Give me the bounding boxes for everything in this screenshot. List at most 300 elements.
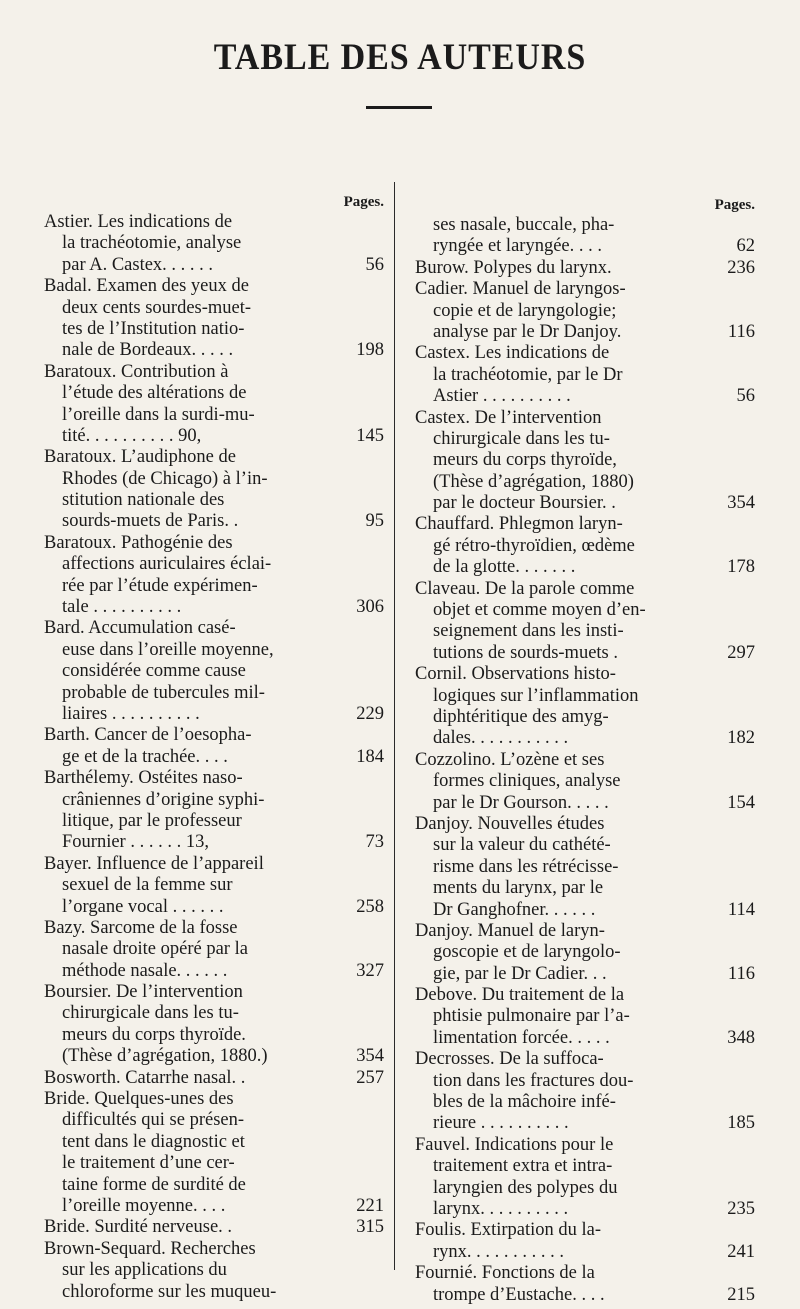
page-number — [380, 618, 384, 639]
page-number — [380, 233, 384, 254]
page-number — [380, 768, 384, 789]
index-line — [44, 469, 384, 490]
page-number: 215 — [727, 1284, 755, 1305]
index-line — [44, 1003, 384, 1024]
entry-text: ryngée et laryngée. . . . — [433, 236, 602, 257]
page-number — [380, 319, 384, 340]
index-line — [415, 386, 755, 407]
page-number — [751, 1092, 755, 1113]
entry-text: tion dans les fractures dou- — [433, 1070, 634, 1091]
page-number — [380, 918, 384, 939]
page-number — [380, 447, 384, 468]
index-line — [44, 1196, 384, 1217]
entry-text: sur la valeur du cathété- — [433, 835, 611, 856]
page-number: 116 — [727, 321, 755, 342]
page-number — [751, 621, 755, 642]
index-line — [44, 1260, 384, 1281]
entry-text: l’étude des altérations de — [62, 383, 247, 404]
index-line — [44, 725, 384, 746]
page-number: 56 — [365, 254, 384, 275]
page-number — [380, 383, 384, 404]
index-line — [44, 511, 384, 532]
entry-text: Danjoy. Manuel de laryn- — [415, 920, 605, 941]
page-number — [380, 811, 384, 832]
entry-text: Baratoux. Pathogénie des — [44, 532, 233, 553]
index-line — [415, 1263, 755, 1284]
entry-text: ses nasale, buccale, pha- — [433, 215, 615, 235]
entry-text: chloroforme sur les muqueu- — [62, 1281, 277, 1302]
index-line — [415, 707, 755, 728]
index-line — [44, 768, 384, 789]
page-number: 297 — [727, 642, 755, 663]
entry-text: copie et de laryngologie; — [433, 300, 617, 321]
entry-text: tutions de sourds-muets . — [433, 642, 618, 663]
entry-text: l’oreille moyenne. . . . — [62, 1195, 226, 1216]
index-line — [415, 258, 755, 279]
entry-text: Bard. Accumulation casé- — [44, 618, 236, 639]
index-line — [415, 964, 755, 985]
index-line — [44, 1089, 384, 1110]
entry-text: l’oreille dans la surdi-mu- — [62, 404, 255, 425]
index-line — [415, 643, 755, 664]
page-number: 154 — [727, 792, 755, 813]
index-line — [44, 683, 384, 704]
entry-text: Boursier. De l’intervention — [44, 982, 243, 1003]
page-number: 229 — [356, 703, 384, 724]
entry-text: nale de Bordeaux. . . . . — [62, 340, 234, 361]
page-number — [380, 405, 384, 426]
index-line — [415, 621, 755, 642]
pages-label-right: Pages. — [714, 197, 755, 213]
page-number — [380, 1025, 384, 1046]
index-line — [415, 343, 755, 364]
index-line — [44, 426, 384, 447]
entry-text: Barth. Cancer de l’oesopha- — [44, 725, 252, 746]
index-line — [415, 450, 755, 471]
entry-text: par le docteur Boursier. . — [433, 493, 616, 514]
page-number — [380, 362, 384, 383]
page-number: 258 — [356, 896, 384, 917]
page-number — [380, 1153, 384, 1174]
index-line — [415, 365, 755, 386]
index-line — [415, 557, 755, 578]
index-line — [44, 533, 384, 554]
index-line — [44, 618, 384, 639]
index-line — [415, 408, 755, 429]
page-number — [751, 301, 755, 322]
page-number — [751, 514, 755, 535]
entry-text: Astier . . . . . . . . . . — [433, 386, 571, 407]
entry-text: Fournié. Fonctions de la — [415, 1263, 595, 1284]
index-line — [44, 854, 384, 875]
title-rule — [366, 106, 432, 109]
page-number — [380, 875, 384, 896]
page-number: 114 — [727, 899, 755, 920]
index-line — [44, 1025, 384, 1046]
page-number: 56 — [736, 386, 755, 407]
page-number — [380, 640, 384, 661]
page-number: 116 — [727, 963, 755, 984]
index-line — [44, 747, 384, 768]
page-number: 145 — [356, 425, 384, 446]
index-line — [415, 835, 755, 856]
entry-text: Fournier . . . . . . 13, — [62, 832, 209, 853]
page-number — [380, 1260, 384, 1281]
page-number — [380, 1132, 384, 1153]
page-number — [380, 683, 384, 704]
entry-text: ments du larynx, par le — [433, 878, 604, 899]
page-number: 354 — [727, 493, 755, 514]
left-entries — [44, 212, 384, 1303]
index-line — [44, 1110, 384, 1131]
entry-text: chirurgicale dans les tu- — [62, 1003, 239, 1024]
entry-text: rynx. . . . . . . . . . . — [433, 1241, 565, 1262]
index-line — [44, 490, 384, 511]
index-line — [44, 704, 384, 725]
index-line — [44, 661, 384, 682]
page-number — [380, 1175, 384, 1196]
entry-text: Bayer. Influence de l’appareil — [44, 853, 264, 874]
index-line — [415, 429, 755, 450]
page-number — [751, 536, 755, 557]
page-number — [380, 576, 384, 597]
entry-text: phtisie pulmonaire par l’a- — [433, 1006, 630, 1027]
entry-text: par le Dr Gourson. . . . . — [433, 792, 609, 813]
index-line — [415, 472, 755, 493]
entry-text: affections auriculaires éclai- — [62, 554, 272, 575]
entry-text: chirurgicale dans les tu- — [433, 428, 610, 449]
index-line — [44, 319, 384, 340]
page-number: 236 — [727, 257, 755, 278]
page-number — [751, 664, 755, 685]
index-line — [415, 322, 755, 343]
entry-text: larynx. . . . . . . . . . — [433, 1198, 569, 1219]
page-number — [751, 429, 755, 450]
index-line — [415, 921, 755, 942]
page-number: 182 — [727, 728, 755, 749]
pages-label-left: Pages. — [343, 194, 384, 210]
index-line — [44, 961, 384, 982]
entry-text: Chauffard. Phlegmon laryn- — [415, 514, 623, 535]
page-number — [380, 1239, 384, 1260]
page-number — [751, 279, 755, 300]
entry-text: gé rétro-thyroïdien, œdème — [433, 535, 635, 556]
index-line — [415, 771, 755, 792]
entry-text: seignement dans les insti- — [433, 621, 624, 642]
index-line — [415, 1285, 755, 1306]
entry-text: de la glotte. . . . . . . — [433, 557, 576, 578]
entry-text: Rhodes (de Chicago) à l’in- — [62, 468, 268, 489]
index-line — [415, 579, 755, 600]
index-line — [44, 362, 384, 383]
index-line — [44, 276, 384, 297]
page-number: 315 — [356, 1217, 384, 1238]
entry-text: probable de tubercules mil- — [62, 682, 265, 703]
page-number — [380, 533, 384, 554]
index-line — [44, 405, 384, 426]
page-number — [751, 408, 755, 429]
entry-text: la trachéotomie, analyse — [62, 233, 242, 254]
index-line — [44, 340, 384, 361]
page-number: 354 — [356, 1046, 384, 1067]
index-line — [415, 814, 755, 835]
entry-text: crâniennes d’origine syphi- — [62, 789, 265, 810]
index-line — [44, 1153, 384, 1174]
entry-text: Debove. Du traitement de la — [415, 985, 625, 1006]
index-line — [415, 514, 755, 535]
page-number — [751, 1263, 755, 1284]
entry-text: laryngien des polypes du — [433, 1177, 618, 1198]
page-number — [380, 276, 384, 297]
index-line — [44, 897, 384, 918]
entry-text: Claveau. De la parole comme — [415, 578, 635, 599]
entry-text: logiques sur l’inflammation — [433, 685, 639, 706]
entry-text: Cornil. Observations histo- — [415, 664, 616, 685]
page-number — [380, 469, 384, 490]
page-number — [751, 343, 755, 364]
index-line — [44, 1175, 384, 1196]
entry-text: meurs du corps thyroïde. — [62, 1024, 246, 1045]
index-line — [415, 1178, 755, 1199]
page-number — [751, 942, 755, 963]
entry-text: tes de l’Institution natio- — [62, 318, 245, 339]
index-line — [415, 493, 755, 514]
entry-text: goscopie et de laryngolo- — [433, 942, 621, 963]
index-line — [44, 811, 384, 832]
entry-text: Badal. Examen des yeux de — [44, 276, 249, 297]
entry-text: Castex. Les indications de — [415, 343, 610, 364]
index-line — [44, 233, 384, 254]
entry-text: taine forme de surdité de — [62, 1174, 246, 1195]
entry-text: tale . . . . . . . . . . — [62, 597, 182, 618]
entry-text: tent dans le diagnostic et — [62, 1131, 245, 1152]
index-line — [415, 1071, 755, 1092]
right-column — [415, 195, 755, 1306]
index-line — [415, 878, 755, 899]
page-number — [751, 1049, 755, 1070]
index-line — [44, 790, 384, 811]
entry-text: traitement extra et intra- — [433, 1156, 613, 1177]
page-number: 327 — [356, 960, 384, 981]
index-line — [44, 918, 384, 939]
right-entries — [415, 215, 755, 1306]
page-number — [380, 854, 384, 875]
page-number — [380, 1110, 384, 1131]
index-line — [415, 215, 755, 236]
page-number — [751, 472, 755, 493]
entry-text: méthode nasale. . . . . . — [62, 960, 228, 981]
page-number — [380, 725, 384, 746]
index-line — [44, 576, 384, 597]
index-line — [415, 857, 755, 878]
entry-text: considérée comme cause — [62, 661, 246, 682]
entry-text: Decrosses. De la suffoca- — [415, 1049, 604, 1070]
index-line — [415, 900, 755, 921]
entry-text: dales. . . . . . . . . . . — [433, 728, 569, 749]
index-line — [44, 1239, 384, 1260]
page-number — [380, 790, 384, 811]
index-line — [44, 1132, 384, 1153]
entry-text: rée par l’étude expérimen- — [62, 575, 258, 596]
entry-text: risme dans les rétrécisse- — [433, 856, 619, 877]
entry-text: Bride. Quelques-unes des — [44, 1089, 234, 1110]
index-line — [415, 236, 755, 257]
entry-text: sur les applications du — [62, 1260, 227, 1281]
page-number: 257 — [356, 1067, 384, 1088]
index-line — [44, 982, 384, 1003]
index-line — [44, 255, 384, 276]
index-line — [44, 1046, 384, 1067]
index-line — [44, 1217, 384, 1238]
page-number — [751, 921, 755, 942]
page-number — [751, 686, 755, 707]
entry-text: meurs du corps thyroïde, — [433, 450, 617, 471]
page-number: 178 — [727, 557, 755, 578]
page-number: 95 — [365, 511, 384, 532]
entry-text: difficultés qui se présen- — [62, 1110, 245, 1131]
page-number — [751, 1178, 755, 1199]
page-number: 184 — [356, 746, 384, 767]
page-number — [751, 215, 755, 236]
page-number — [751, 707, 755, 728]
entry-text: Astier. Les indications de — [44, 212, 233, 232]
page-number — [380, 939, 384, 960]
page-number — [380, 661, 384, 682]
page-number — [751, 450, 755, 471]
entry-text: Baratoux. L’audiphone de — [44, 447, 236, 468]
page-number — [380, 490, 384, 511]
entry-text: liaires . . . . . . . . . . — [62, 703, 200, 724]
entry-text: tité. . . . . . . . . . 90, — [62, 425, 202, 446]
entry-text: (Thèse d’agrégation, 1880) — [433, 471, 634, 492]
entry-text: sexuel de la femme sur — [62, 875, 233, 896]
entry-text: formes cliniques, analyse — [433, 771, 621, 792]
page-number — [380, 212, 384, 233]
index-line — [415, 600, 755, 621]
page-number — [380, 1089, 384, 1110]
entry-text: limentation forcée. . . . . — [433, 1027, 610, 1048]
entry-text: objet et comme moyen d’en- — [433, 600, 646, 621]
page-number — [751, 771, 755, 792]
entry-text: Baratoux. Contribution à — [44, 361, 229, 382]
page-number: 348 — [727, 1027, 755, 1048]
page-number — [380, 554, 384, 575]
page-number: 185 — [727, 1113, 755, 1134]
index-line — [44, 640, 384, 661]
entry-text: deux cents sourdes-muet- — [62, 297, 252, 318]
page-number — [751, 1135, 755, 1156]
column-divider — [394, 182, 395, 1270]
index-line — [44, 383, 384, 404]
index-line — [44, 875, 384, 896]
entry-text: stitution nationale des — [62, 490, 225, 511]
index-line — [415, 1220, 755, 1241]
page-number — [751, 1006, 755, 1027]
index-line — [415, 664, 755, 685]
index-line — [44, 832, 384, 853]
page-number — [751, 1220, 755, 1241]
index-line — [415, 1006, 755, 1027]
page-number — [751, 365, 755, 386]
page-number — [380, 1003, 384, 1024]
entry-text: le traitement d’une cer- — [62, 1153, 235, 1174]
index-line — [415, 279, 755, 300]
entry-text: rieure . . . . . . . . . . — [433, 1113, 569, 1134]
entry-text: Cadier. Manuel de laryngos- — [415, 279, 626, 300]
page-number — [380, 982, 384, 1003]
index-line — [415, 1242, 755, 1263]
index-line — [415, 985, 755, 1006]
page-number — [380, 1282, 384, 1303]
entry-text: Brown-Sequard. Recherches — [44, 1238, 256, 1259]
index-line — [415, 793, 755, 814]
page-number — [751, 750, 755, 771]
index-line — [44, 447, 384, 468]
index-line — [415, 1156, 755, 1177]
page-number — [751, 835, 755, 856]
page-number: 241 — [727, 1241, 755, 1262]
entry-text: Burow. Polypes du larynx. — [415, 257, 612, 278]
entry-text: (Thèse d’agrégation, 1880.) — [62, 1046, 268, 1067]
entry-text: Castex. De l’intervention — [415, 407, 602, 428]
index-line — [44, 298, 384, 319]
page-number — [751, 985, 755, 1006]
index-line — [415, 1199, 755, 1220]
entry-text: sourds-muets de Paris. . — [62, 511, 239, 532]
entry-text: Foulis. Extirpation du la- — [415, 1220, 602, 1241]
entry-text: par A. Castex. . . . . . — [62, 254, 214, 275]
index-line — [44, 554, 384, 575]
index-line — [44, 1282, 384, 1303]
page-number — [751, 814, 755, 835]
entry-text: Dr Ganghofner. . . . . . — [433, 899, 596, 920]
entry-text: bles de la mâchoire infé- — [433, 1092, 616, 1113]
entry-text: Fauvel. Indications pour le — [415, 1134, 614, 1155]
entry-text: Bride. Surdité nerveuse. . — [44, 1217, 233, 1238]
index-line — [415, 1092, 755, 1113]
page-number — [751, 1156, 755, 1177]
page-number — [751, 857, 755, 878]
page-number — [380, 298, 384, 319]
page-title: TABLE DES AUTEURS — [213, 37, 587, 78]
entry-text: litique, par le professeur — [62, 810, 242, 831]
left-column — [44, 192, 384, 1303]
index-line — [415, 686, 755, 707]
entry-text: la trachéotomie, par le Dr — [433, 364, 623, 385]
index-line — [415, 728, 755, 749]
page-number: 221 — [356, 1195, 384, 1216]
entry-text: Bazy. Sarcome de la fosse — [44, 917, 238, 938]
page-number — [751, 579, 755, 600]
index-line — [415, 1049, 755, 1070]
index-line — [415, 942, 755, 963]
index-line — [415, 750, 755, 771]
page-number: 198 — [356, 340, 384, 361]
entry-text: euse dans l’oreille moyenne, — [62, 639, 274, 660]
index-line — [415, 536, 755, 557]
index-line — [415, 1135, 755, 1156]
page-number: 62 — [736, 236, 755, 257]
page-number — [751, 600, 755, 621]
entry-text: Cozzolino. L’ozène et ses — [415, 749, 605, 770]
index-line — [415, 301, 755, 322]
page-number: 235 — [727, 1198, 755, 1219]
page-number: 306 — [356, 597, 384, 618]
page-number — [751, 878, 755, 899]
entry-text: ge et de la trachée. . . . — [62, 746, 228, 767]
page-number: 73 — [365, 832, 384, 853]
entry-text: trompe d’Eustache. . . . — [433, 1284, 605, 1305]
